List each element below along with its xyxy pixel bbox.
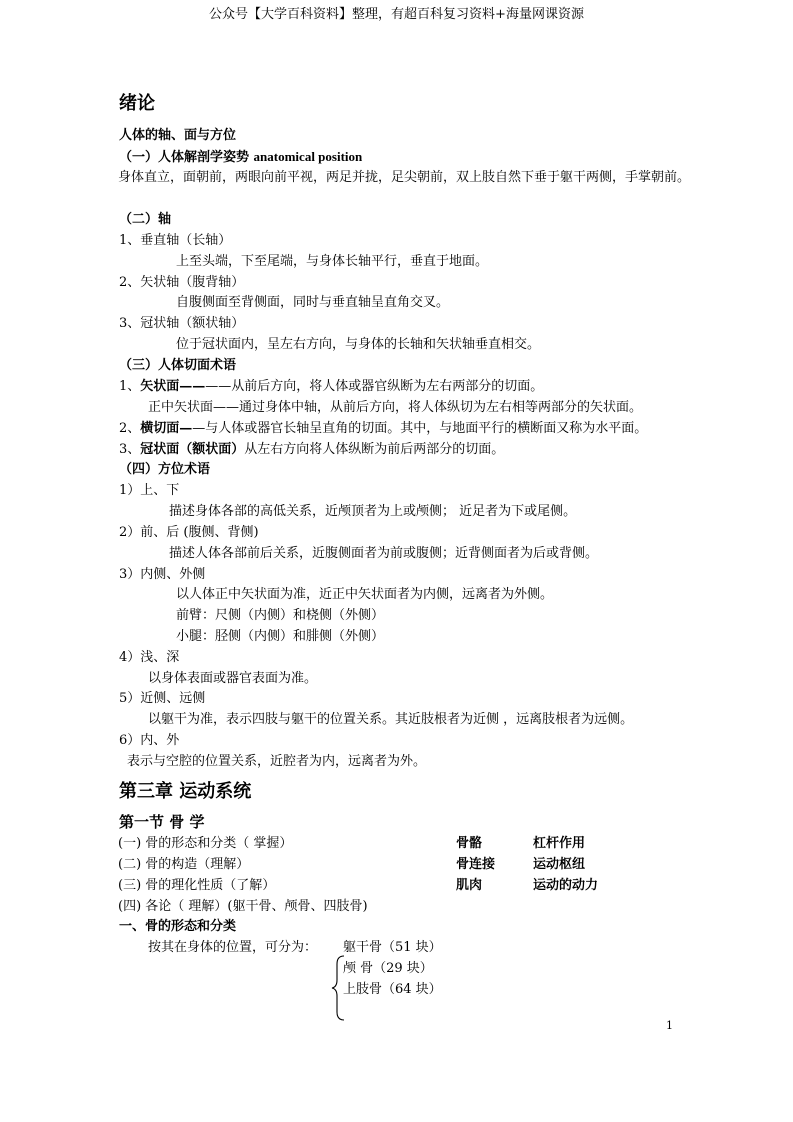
dir-4-desc: 以身体表面或器官表面为准。 bbox=[148, 671, 318, 686]
plane-line-3 bbox=[119, 420, 647, 437]
bone-group-2: 颅 骨（29 块） bbox=[343, 961, 433, 976]
plane-1-rest: ——从前后方向，将人体或器官纵断为左右两部分的切面。 bbox=[205, 379, 544, 394]
part1-heading bbox=[119, 148, 362, 166]
page-header: 公众号【大学百科资料】整理，有超百科复习资料+海量网课资源 bbox=[209, 7, 584, 22]
part4-heading: （四）方位术语 bbox=[119, 462, 211, 477]
dir-2-desc: 描述人体各部前后关系，近腹侧面者为前或腹侧；近背侧面者为后或背侧。 bbox=[169, 546, 599, 561]
bone-group-1: 躯干骨（51 块） bbox=[343, 940, 442, 955]
dir-3-title: 3）内侧、外侧 bbox=[119, 567, 206, 582]
system-role-2: 运动枢纽 bbox=[533, 857, 586, 872]
part2-heading: （二）轴 bbox=[119, 212, 172, 227]
part1-text: 身体直立，面朝前，两眼向前平视，两足并拢，足尖朝前，双上肢自然下垂于躯干两侧，手掌朝前。 bbox=[118, 170, 691, 185]
curly-brace bbox=[330, 954, 346, 1022]
system-part-2: 骨连接 bbox=[456, 857, 496, 872]
section-title: 人体的轴、面与方位 bbox=[119, 128, 237, 143]
plane-4-rest: 从左右方向将人体纵断为前后两部分的切面。 bbox=[244, 442, 505, 457]
plane-4-term: 冠状面（额状面） bbox=[140, 442, 245, 457]
chapter-list-item-1: (一) 骨的形态和分类（ 掌握） bbox=[118, 836, 293, 851]
plane-line-2: 正中矢状面——通过身体中轴，从前后方向，将人体纵切为左右相等两部分的矢状面。 bbox=[148, 400, 643, 415]
dir-5-title: 5）近侧、远侧 bbox=[119, 691, 206, 706]
dir-3-forearm: 前臂：尺侧（内侧）和桡侧（外侧） bbox=[176, 608, 385, 623]
plane-line-4 bbox=[119, 441, 504, 458]
plane-1-term: 矢状面—— bbox=[140, 379, 206, 394]
axis-2-desc: 自腹侧面至背侧面，同时与垂直轴呈直角交叉。 bbox=[176, 295, 450, 310]
intro-title: 绪论 bbox=[119, 93, 155, 114]
dir-6-title: 6）内、外 bbox=[119, 733, 180, 748]
dir-1-title: 1）上、下 bbox=[119, 483, 180, 498]
sub-heading: 一、骨的形态和分类 bbox=[119, 919, 237, 934]
axis-1-desc: 上至头端，下至尾端，与身体长轴平行，垂直于地面。 bbox=[176, 254, 489, 269]
system-role-3: 运动的动力 bbox=[533, 878, 599, 893]
system-part-1: 骨骼 bbox=[456, 836, 483, 851]
part1-english: anatomical position bbox=[253, 149, 363, 164]
axis-1-title: 1、垂直轴（长轴） bbox=[119, 233, 232, 248]
dir-5-desc: 以躯干为准，表示四肢与躯干的位置关系。其近肢根者为近侧 ，远离肢根者为远侧。 bbox=[148, 712, 634, 727]
part1-label: （一）人体解剖学姿势 bbox=[119, 150, 250, 165]
bone-group-3: 上肢骨（64 块） bbox=[343, 982, 442, 997]
position-intro: 按其在身体的位置，可分为： bbox=[148, 940, 318, 955]
system-role-1: 杠杆作用 bbox=[533, 836, 586, 851]
dir-4-title: 4）浅、深 bbox=[119, 650, 180, 665]
section-heading: 第一节 骨 学 bbox=[119, 813, 205, 831]
chapter-title: 第三章 运动系统 bbox=[119, 781, 252, 802]
plane-3-num: 2、 bbox=[119, 421, 141, 436]
dir-1-desc: 描述身体各部的高低关系，近颅顶者为上或颅侧； 近足者为下或尾侧。 bbox=[169, 504, 577, 519]
plane-3-term: 横切面— bbox=[140, 421, 193, 436]
axis-3-title: 3、冠状轴（额状轴） bbox=[119, 316, 245, 331]
system-part-3: 肌肉 bbox=[456, 878, 483, 893]
page-number: 1 bbox=[666, 1019, 673, 1032]
plane-3-rest: —与人体或器官长轴呈直角的切面。其中，与地面平行的横断面又称为水平面。 bbox=[192, 421, 648, 436]
dir-6-desc: 表示与空腔的位置关系，近腔者为内，远离者为外。 bbox=[127, 754, 427, 769]
axis-3-desc: 位于冠状面内，呈左右方向，与身体的长轴和矢状轴垂直相交。 bbox=[176, 337, 541, 352]
axis-2-title: 2、矢状轴（腹背轴） bbox=[119, 275, 245, 290]
dir-2-title: 2）前、后 (腹侧、背侧) bbox=[119, 525, 259, 540]
chapter-list-item-3: (三) 骨的理化性质（了解） bbox=[118, 878, 276, 893]
chapter-list-item-4: (四) 各论（ 理解）(躯干骨、颅骨、四肢骨) bbox=[118, 899, 368, 914]
plane-4-num: 3、 bbox=[119, 442, 141, 457]
plane-1-num: 1、 bbox=[119, 379, 141, 394]
dir-3-desc: 以人体正中矢状面为准，近正中矢状面者为内侧，远离者为外侧。 bbox=[176, 587, 554, 602]
dir-3-leg: 小腿：胫侧（内侧）和腓侧（外侧） bbox=[176, 629, 385, 644]
part3-heading: （三）人体切面术语 bbox=[119, 358, 237, 373]
plane-line-1 bbox=[119, 378, 543, 395]
chapter-list-item-2: (二) 骨的构造（理解） bbox=[118, 857, 250, 872]
